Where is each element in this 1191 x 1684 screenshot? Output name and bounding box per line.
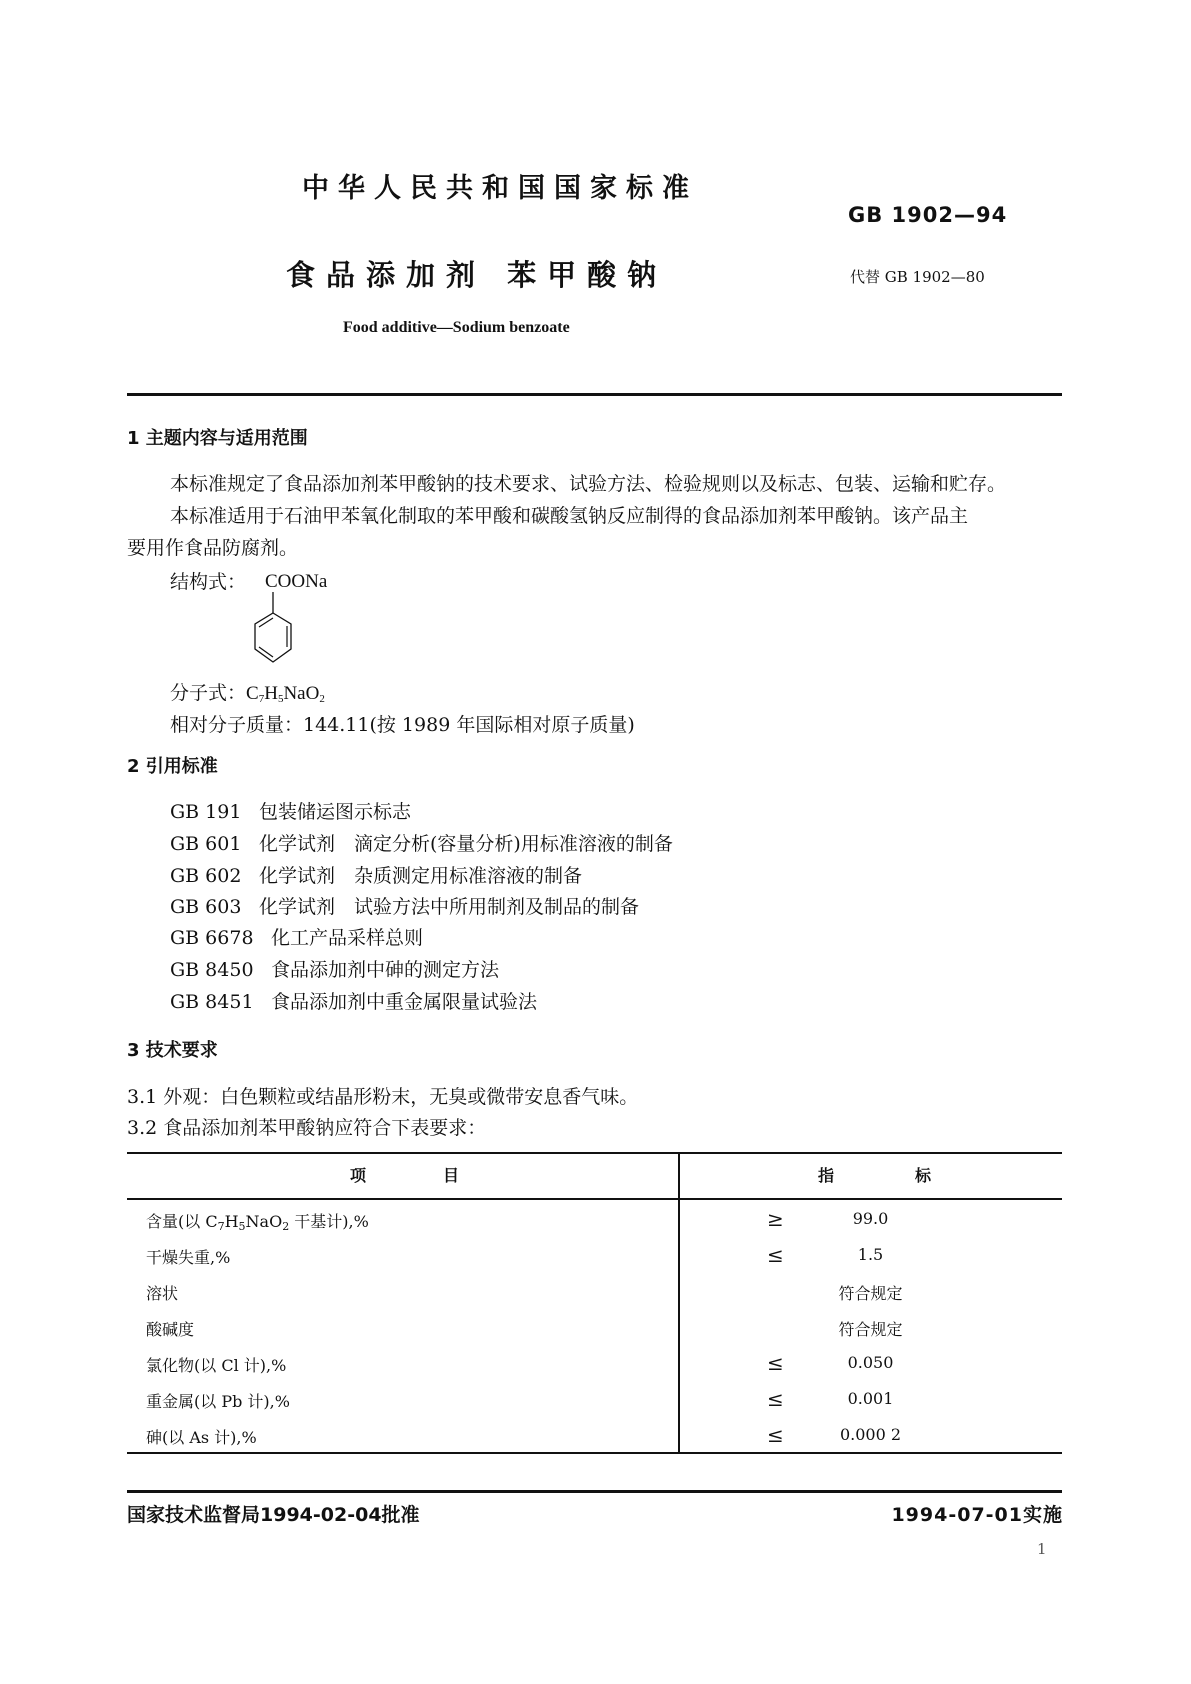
table-row [127,1344,1062,1380]
table-row [127,1416,1062,1452]
comparison-symbol: ≤ [767,1243,784,1267]
row-label: 溶状 [146,1284,179,1303]
header-spec: 标 [915,1166,932,1185]
structure-group: COONa [265,571,328,592]
reference-code: GB 602 [170,865,242,887]
row-value: 符合规定 [838,1320,903,1339]
table-row [127,1308,1062,1344]
benzene-ring-structure [243,590,303,680]
comparison-symbol: ≤ [767,1423,784,1447]
row-label: 氯化物(以 Cl 计),% [146,1356,287,1375]
row-label-part: H [224,1212,239,1231]
reference-title: 化工产品采样总则 [271,927,424,949]
item-3-2: 3.2 食品添加剂苯甲酸钠应符合下表要求： [127,1117,487,1139]
header-item: 目 [443,1166,460,1185]
row-label: 酸碱度 [146,1320,195,1339]
row-label-part: 5 [238,1220,246,1233]
row-label-part: 含量(以 C [146,1212,218,1231]
reference-code: GB 8450 [170,959,254,981]
reference-title: 食品添加剂中重金属限量试验法 [271,991,538,1013]
structure-label: 结构式： [170,571,247,593]
standard-title: 中华人民共和国国家标准 [302,173,698,204]
table-row [127,1380,1062,1416]
reference-code: GB 8451 [170,991,254,1013]
formula-sub: 7 [258,693,265,705]
formula-sub: 2 [319,693,325,705]
row-value: 符合规定 [838,1284,903,1303]
row-value: 0.050 [847,1353,894,1372]
molecular-formula [170,684,325,705]
section-1-para-2-cont: 要用作食品防腐剂。 [127,537,299,559]
reference-title: 食品添加剂中砷的测定方法 [271,959,500,981]
formula-sub: 5 [277,693,284,705]
row-value: 0.001 [847,1389,894,1408]
row-value: 99.0 [852,1209,889,1228]
section-2-heading: 2 引用标准 [127,756,218,777]
page-number: 1 [1037,1540,1047,1558]
standard-code: GB 1902—94 [848,203,1008,227]
comparison-symbol: ≤ [767,1387,784,1411]
effective-date: 1994-07-01实施 [891,1504,1063,1526]
row-label-part: 7 [217,1220,225,1233]
reference-title: 包装储运图示标志 [259,801,412,823]
row-value: 0.000 2 [839,1425,902,1444]
reference-code: GB 603 [170,896,242,918]
row-label: 重金属(以 Pb 计),% [146,1392,290,1411]
comparison-symbol: ≥ [767,1207,784,1231]
reference-title: 化学试剂 滴定分析(容量分析)用标准溶液的制备 [259,833,673,855]
formula-part: NaO [283,683,320,704]
reference-code: GB 6678 [170,927,254,949]
replaces-note: 代替 GB 1902—80 [850,268,985,286]
table-top-rule [127,1152,1062,1154]
table-bottom-rule [127,1452,1062,1454]
item-3-1: 3.1 外观：白色颗粒或结晶形粉末，无臭或微带安息香气味。 [127,1086,639,1108]
reference-title: 化学试剂 试验方法中所用制剂及制品的制备 [259,896,640,918]
table-row [127,1200,1062,1236]
footer-rule [127,1490,1062,1493]
formula-part: C [246,683,259,704]
molar-mass: 相对分子质量：144.11(按 1989 年国际相对原子质量) [170,714,635,736]
header-item: 项 [350,1166,367,1185]
reference-code: GB 191 [170,801,242,823]
english-title: Food additive—Sodium benzoate [343,319,570,336]
formula-part: H [264,683,278,704]
row-label-part: 2 [282,1220,290,1233]
section-3-heading: 3 技术要求 [127,1040,218,1061]
reference-title: 化学试剂 杂质测定用标准溶液的制备 [259,865,583,887]
row-label: 砷(以 As 计),% [146,1428,257,1447]
row-value: 1.5 [857,1245,884,1264]
reference-code: GB 601 [170,833,242,855]
row-label-part: 干基计),% [289,1212,369,1231]
section-1-para-2: 本标准适用于石油甲苯氧化制取的苯甲酸和碳酸氢钠反应制得的食品添加剂苯甲酸钠。该产品主 [170,505,969,527]
comparison-symbol: ≤ [767,1351,784,1375]
table-row [127,1272,1062,1308]
row-label [146,1209,369,1233]
document-title: 食品添加剂 苯甲酸钠 [286,258,668,292]
header-rule [127,393,1062,396]
section-1-heading: 1 主题内容与适用范围 [127,428,308,449]
header-spec: 指 [818,1166,835,1185]
row-label: 干燥失重,% [146,1248,231,1267]
table-row [127,1236,1062,1272]
formula-label: 分子式： [170,682,247,704]
approval-note: 国家技术监督局1994-02-04批准 [127,1504,420,1526]
row-label-part: NaO [245,1212,283,1231]
section-1-para-1: 本标准规定了食品添加剂苯甲酸钠的技术要求、试验方法、检验规则以及标志、包装、运输和贮存。 [170,473,1007,495]
